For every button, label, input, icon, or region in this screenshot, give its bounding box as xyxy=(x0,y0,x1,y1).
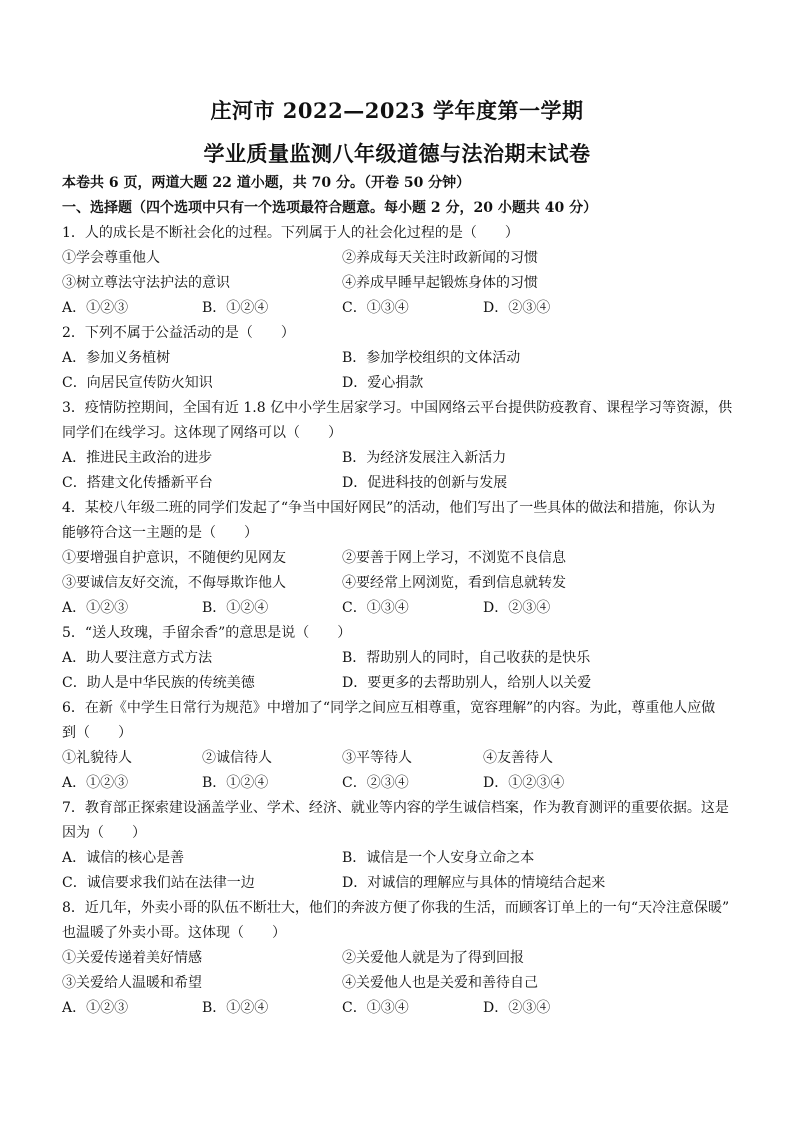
q1-option-d: D．②③④ xyxy=(483,300,551,316)
q4-statement-1: ①要增强自护意识，不随便约见网友 xyxy=(62,550,286,566)
question-7-stem-line2: 因为（ ） xyxy=(62,825,146,841)
q6-option-d: D．①②③④ xyxy=(483,775,565,791)
question-8-stem-line2: 也温暖了外卖小哥。这体现（ ） xyxy=(62,925,286,941)
question-2-stem: 2．下列不属于公益活动的是（ ） xyxy=(62,325,295,341)
section-heading: 一、选择题（四个选项中只有一个选项最符合题意。每小题 2 分，20 小题共 40 分） xyxy=(62,200,598,216)
q8-option-a: A．①②③ xyxy=(62,1000,129,1016)
q8-option-c: C．①③④ xyxy=(342,1000,409,1016)
q6-option-c: C．②③④ xyxy=(342,775,409,791)
q5-option-d: D．要更多的去帮助别人，给别人以关爱 xyxy=(342,675,592,691)
q3-option-c: C．搭建文化传播新平台 xyxy=(62,475,213,491)
q4-option-a: A．①②③ xyxy=(62,600,129,616)
question-8-stem-line1: 8．近几年，外卖小哥的队伍不断壮大，他们的奔波方便了你我的生活，而顾客订单上的一句“天冷注意保暖” xyxy=(62,900,730,916)
question-4-stem-line1: 4．某校八年级二班的同学们发起了“争当中国好网民”的活动，他们写出了一些具体的做法和措施，你认为 xyxy=(62,500,716,516)
q8-statement-1: ①关爱传递着美好情感 xyxy=(62,950,202,966)
q6-statement-1: ①礼貌待人 xyxy=(62,750,132,766)
q5-option-a: A．助人要注意方式方法 xyxy=(62,650,213,666)
q5-option-c: C．助人是中华民族的传统美德 xyxy=(62,675,255,691)
q4-option-c: C．①③④ xyxy=(342,600,409,616)
question-3-stem-line2: 同学们在线学习。这体现了网络可以（ ） xyxy=(62,425,342,441)
q2-option-d: D．爱心捐款 xyxy=(342,375,424,391)
q1-option-a: A．①②③ xyxy=(62,300,129,316)
q1-option-c: C．①③④ xyxy=(342,300,409,316)
q2-option-a: A．参加义务植树 xyxy=(62,350,171,366)
question-3-stem-line1: 3．疫情防控期间，全国有近 1.8 亿中小学生居家学习。中国网络云平台提供防疫教育、课程学习等资源，供 xyxy=(62,400,733,416)
q1-statement-4: ④养成早睡早起锻炼身体的习惯 xyxy=(342,275,538,291)
q4-statement-2: ②要善于网上学习，不浏览不良信息 xyxy=(342,550,566,566)
q8-option-d: D．②③④ xyxy=(483,1000,551,1016)
q4-statement-4: ④要经常上网浏览，看到信息就转发 xyxy=(342,575,566,591)
q7-option-d: D．对诚信的理解应与具体的情境结合起来 xyxy=(342,875,606,891)
question-7-stem-line1: 7．教育部正探索建设涵盖学业、学术、经济、就业等内容的学生诚信档案，作为教育测评的重要依据。这是 xyxy=(62,800,729,816)
q3-option-b: B．为经济发展注入新活力 xyxy=(342,450,507,466)
q8-statement-2: ②关爱他人就是为了得到回报 xyxy=(342,950,524,966)
q1-option-b: B．①②④ xyxy=(202,300,269,316)
q6-statement-4: ④友善待人 xyxy=(483,750,553,766)
q3-option-a: A．推进民主政治的进步 xyxy=(62,450,213,466)
q6-statement-2: ②诚信待人 xyxy=(202,750,272,766)
q1-statement-1: ①学会尊重他人 xyxy=(62,250,160,266)
q4-option-d: D．②③④ xyxy=(483,600,551,616)
question-6-stem-line1: 6．在新《中学生日常行为规范》中增加了“同学之间应互相尊重，宽容理解”的内容。为此，尊重他人应做 xyxy=(62,700,716,716)
q8-option-b: B．①②④ xyxy=(202,1000,269,1016)
q7-option-a: A．诚信的核心是善 xyxy=(62,850,185,866)
exam-title-line1: 庄河市 2022—2023 学年度第一学期 xyxy=(210,98,584,123)
q8-statement-4: ④关爱他人也是关爱和善待自己 xyxy=(342,975,538,991)
question-4-stem-line2: 能够符合这一主题的是（ ） xyxy=(62,525,258,541)
question-5-stem: 5．“送人玫瑰，手留余香”的意思是说（ ） xyxy=(62,625,352,641)
q2-option-b: B．参加学校组织的文体活动 xyxy=(342,350,521,366)
q4-statement-3: ③要诚信友好交流，不侮辱欺诈他人 xyxy=(62,575,286,591)
exam-title-line2: 学业质量监测八年级道德与法治期末试卷 xyxy=(203,141,591,166)
q6-option-a: A．①②③ xyxy=(62,775,129,791)
q6-statement-3: ③平等待人 xyxy=(342,750,412,766)
q3-option-d: D．促进科技的创新与发展 xyxy=(342,475,508,491)
q2-option-c: C．向居民宣传防火知识 xyxy=(62,375,213,391)
q4-option-b: B．①②④ xyxy=(202,600,269,616)
q1-statement-2: ②养成每天关注时政新闻的习惯 xyxy=(342,250,538,266)
q5-option-b: B．帮助别人的同时，自己收获的是快乐 xyxy=(342,650,591,666)
exam-info: 本卷共 6 页，两道大题 22 道小题，共 70 分。（开卷 50 分钟） xyxy=(62,175,471,191)
q6-option-b: B．①②④ xyxy=(202,775,269,791)
q7-option-b: B．诚信是一个人安身立命之本 xyxy=(342,850,535,866)
q7-option-c: C．诚信要求我们站在法律一边 xyxy=(62,875,255,891)
q8-statement-3: ③关爱给人温暖和希望 xyxy=(62,975,202,991)
question-1-stem: 1．人的成长是不断社会化的过程。下列属于人的社会化过程的是（ ） xyxy=(62,225,519,241)
question-6-stem-line2: 到（ ） xyxy=(62,725,132,741)
q1-statement-3: ③树立尊法守法护法的意识 xyxy=(62,275,230,291)
